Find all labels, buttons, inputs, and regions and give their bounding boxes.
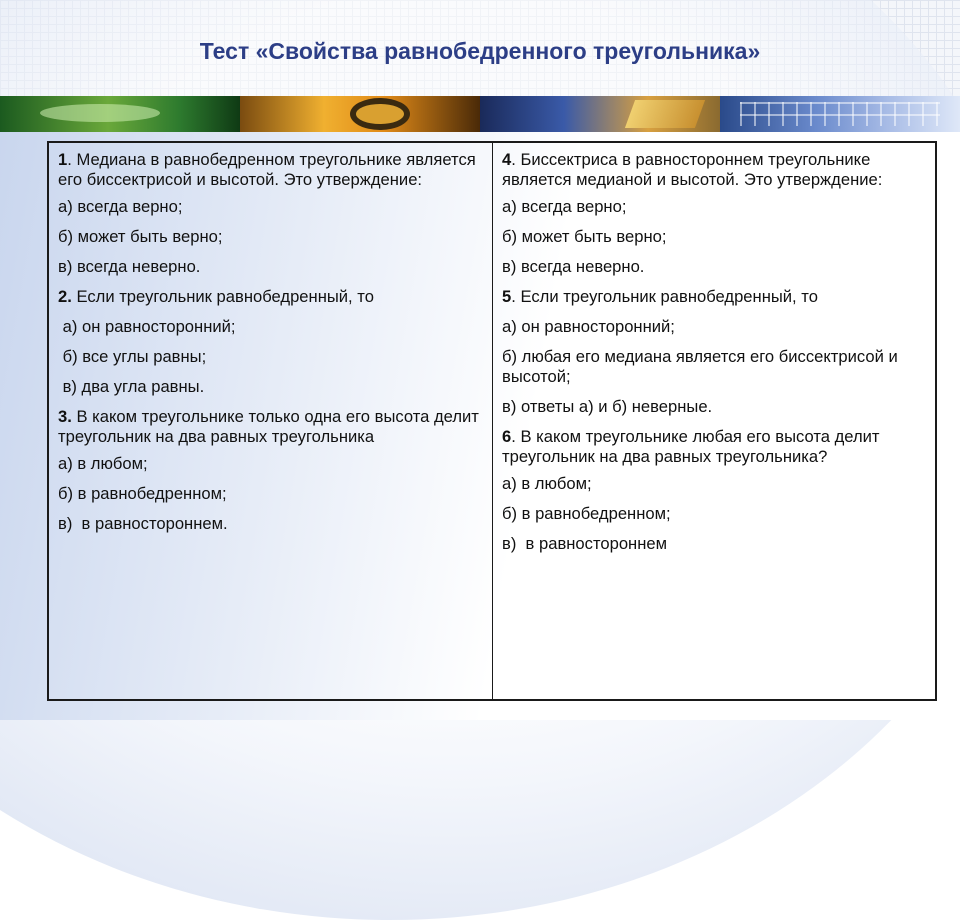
photo-banner [0, 96, 960, 132]
banner-photo-pen [480, 96, 720, 132]
answer-option: б) любая его медиана является его биссектрисой и высотой; [502, 347, 898, 386]
test-table [47, 141, 937, 701]
answer-option: а) в любом; [502, 474, 592, 493]
answer-option: а) всегда верно; [502, 197, 627, 216]
answer-option: б) может быть верно; [502, 227, 667, 246]
answer-option: б) в равнобедренном; [58, 484, 227, 503]
question-3: 3. В каком треугольнике только одна его высота делит треугольник на два равных треугольника [58, 407, 479, 446]
answer-option: в) всегда неверно. [58, 257, 201, 276]
banner-photo-disk [240, 96, 480, 132]
answer-option: в) всегда неверно. [502, 257, 645, 276]
answer-option: а) он равносторонний; [58, 317, 236, 336]
banner-photo-keyboard [720, 96, 960, 132]
answer-option: в) два угла равны. [58, 377, 205, 396]
slide-title: Тест «Свойства равнобедренного треугольника» [199, 38, 761, 64]
answer-option: б) в равнобедренном; [502, 504, 671, 523]
right-column [493, 143, 935, 699]
question-2: 2. Если треугольник равнобедренный, то [58, 287, 374, 306]
answer-option: а) он равносторонний; [502, 317, 675, 336]
banner-photo-laptop [0, 96, 240, 132]
question-4: 4. Биссектриса в равностороннем треугольнике является медианой и высотой. Это утверждение: [502, 150, 883, 189]
answer-option: в) в равностороннем. [58, 514, 228, 533]
left-column [49, 143, 493, 699]
answer-option: б) все углы равны; [58, 347, 207, 366]
question-1: 1. Медиана в равнобедренном треугольнике является его биссектрисой и высотой. Это утверждение: [58, 150, 476, 189]
answer-option: в) в равностороннем [502, 534, 668, 553]
answer-option: в) ответы а) и б) неверные. [502, 397, 713, 416]
question-5: 5. Если треугольник равнобедренный, то [502, 287, 818, 306]
answer-option: б) может быть верно; [58, 227, 223, 246]
question-6: 6. В каком треугольнике любая его высота делит треугольник на два равных треугольника? [502, 427, 880, 466]
answer-option: а) в любом; [58, 454, 148, 473]
answer-option: а) всегда верно; [58, 197, 183, 216]
